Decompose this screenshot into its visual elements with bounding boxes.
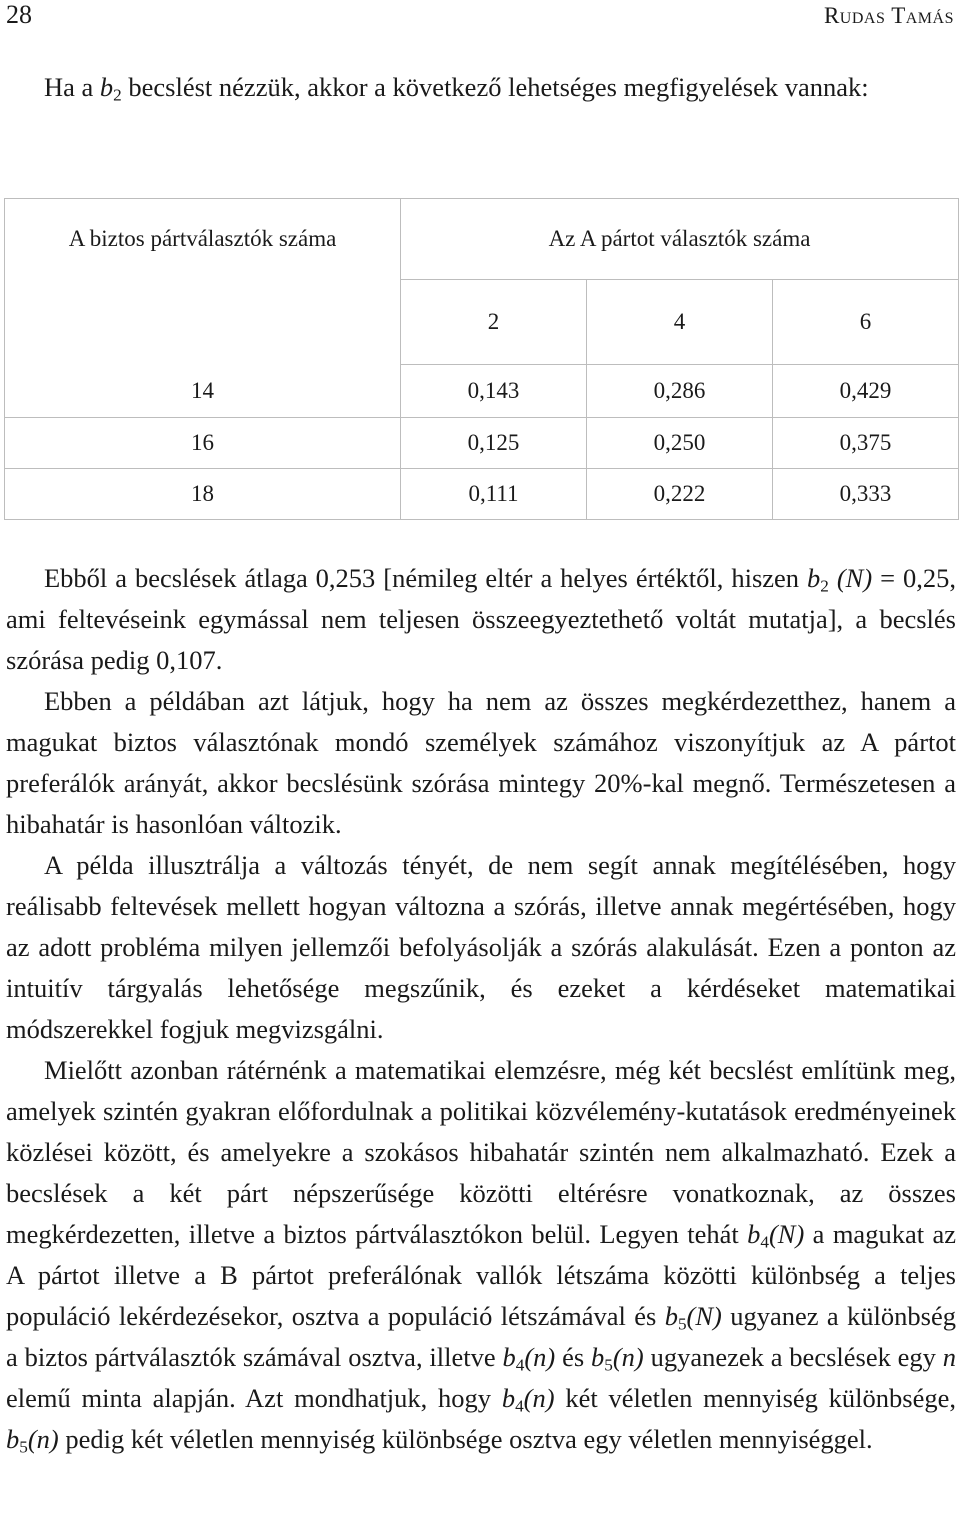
table-cell: 0,375	[773, 418, 959, 469]
page-number: 28	[6, 0, 32, 29]
paragraph: A példa illusztrálja a változás tényét, de nem segít annak megítélésében, hogy reálisabb feltevések mellett hogyan változna a szórás, illetve annak megértésében, hogy az adott probléma milyen jellemzői befolyásolják a szórás alakulását. Ezen a ponton az intuitív tárgyalás lehetősége megszűnik, és ezeket a kérdéseket matematikai módszerekkel fogjuk megvizsgálni.	[6, 850, 956, 1044]
estimate-table	[4, 198, 959, 520]
paragraph: Ebben a példában azt látjuk, hogy ha nem az összes megkérdezetthez, hanem a magukat biztos választónak mondó személyek számához viszonyítjuk az A pártot preferálók arányát, akkor becslésünk szórása mintegy 20%-kal megnő. Természetesen a hibahatár is hasonlóan változik.	[6, 686, 956, 839]
table-row	[5, 469, 959, 520]
intro-paragraph: Ha a $b_2$ becslést nézzük, akkor a következő lehetséges megfigyelések vannak:	[44, 72, 869, 105]
paragraph: Mielőtt azonban rátérnénk a matematikai elemzésre, még két becslést említünk meg, amelyek szintén gyakran előfordulnak a politikai közvélemény-kutatások eredményeinek közlései között, és amelyekre a szokásos hibahatár szintén nem alkalmazható. Ezek a becslések a két párt népszerűsége közötti eltérésre vonatkoznak, az összes megkérdezetten, illetve a biztos pártválasztókon belül. Legyen tehát $b_4(N)$ a magukat az A pártot illetve a B pártot preferálónak vallók létszáma közötti különbség a teljes populáció lekérdezésekor, osztva a populáció létszámával és $b_5(N)$ ugyanez a különbség a biztos pártválasztók számával osztva, illetve $b_4(n)$ és $b_5(n)$ ugyanezek a becslések egy n elemű minta alapján. Azt mondhatjuk, hogy $b_4(n)$ két véletlen mennyiség különbsége, $b_5(n)$ pedig két véletlen mennyiség különbsége osztva egy véletlen mennyiséggel.	[6, 1055, 957, 1457]
row-label: 14	[5, 365, 401, 418]
page-header	[6, 0, 954, 34]
table-cell: 0,333	[773, 469, 959, 520]
row-header-cell: A biztos pártválasztók száma	[5, 199, 401, 280]
table-cell: 0,286	[587, 365, 773, 418]
row-label: 18	[5, 469, 401, 520]
table-cell: 0,250	[587, 418, 773, 469]
row-label: 16	[5, 418, 401, 469]
column-label: 4	[587, 280, 773, 365]
table-cell: 0,111	[401, 469, 587, 520]
table-row	[5, 418, 959, 469]
paragraph: Ebből a becslések átlaga 0,253 [némileg eltér a helyes értéktől, hiszen $b_2$ (N) = 0,25, ami feltevéseink egymással nem teljesen összeegyeztethető voltát mutatja], a becslés szórása pedig 0,107.	[6, 563, 956, 675]
table-cell: 0,125	[401, 418, 587, 469]
column-label: 6	[773, 280, 959, 365]
body-text	[6, 558, 956, 1460]
running-head: Rudas Tamás	[823, 3, 954, 28]
table-row	[5, 365, 959, 418]
table-cell: 0,143	[401, 365, 587, 418]
table-cell: 0,222	[587, 469, 773, 520]
empty-cell	[5, 280, 401, 365]
column-label: 2	[401, 280, 587, 365]
table-cell: 0,429	[773, 365, 959, 418]
col-header-cell: Az A pártot választók száma	[401, 199, 959, 280]
